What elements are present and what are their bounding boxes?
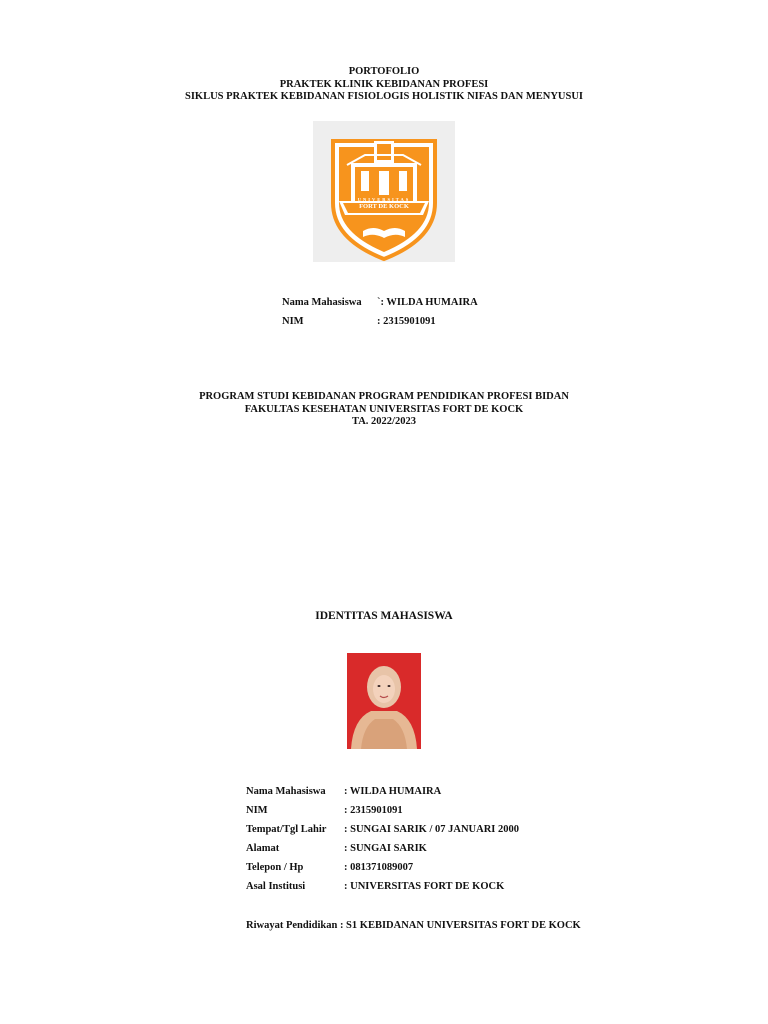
- cover-title: [0, 66, 768, 104]
- cover-name-value: `: WILDA HUMAIRA: [377, 297, 478, 308]
- identity-value: : SUNGAI SARIK / 07 JANUARI 2000: [344, 824, 520, 835]
- identity-label: Telepon / Hp: [246, 862, 304, 873]
- education-row: [246, 920, 581, 931]
- identity-value: : WILDA HUMAIRA: [344, 786, 442, 797]
- identity-label: Tempat/Tgl Lahir: [246, 824, 327, 835]
- identity-label: Asal Institusi: [246, 881, 306, 892]
- university-crest-icon: [313, 121, 455, 262]
- identity-heading: IDENTITAS MAHASISWA: [315, 610, 453, 622]
- cover-nim-value: : 2315901091: [377, 316, 436, 327]
- identity-value: : 2315901091: [344, 805, 403, 816]
- cover-title-line3: SIKLUS PRAKTEK KEBIDANAN FISIOLOGIS HOLISTIK NIFAS DAN MENYUSUI: [184, 91, 583, 102]
- student-photo: [347, 653, 421, 749]
- education-value: : S1 KEBIDANAN UNIVERSITAS FORT DE KOCK: [339, 920, 581, 931]
- university-logo: [313, 121, 455, 262]
- identity-label: NIM: [246, 805, 268, 816]
- student-portrait-icon: [347, 653, 421, 749]
- program-line3: TA. 2022/2023: [352, 416, 416, 427]
- identity-label: Alamat: [246, 843, 280, 854]
- identity-value: : SUNGAI SARIK: [344, 843, 427, 854]
- cover-nim-label: NIM: [282, 316, 304, 327]
- identity-label: Nama Mahasiswa: [246, 786, 326, 797]
- cover-title-line1: PORTOFOLIO: [348, 66, 420, 77]
- cover-title-line2: PRAKTEK KLINIK KEBIDANAN PROFESI: [279, 78, 489, 90]
- logo-text-main: FORT DE KOCK: [359, 203, 409, 210]
- program-block: [0, 391, 768, 429]
- program-line1: PROGRAM STUDI KEBIDANAN PROGRAM PENDIDIKAN PROFESI BIDAN: [199, 391, 569, 402]
- education-label: Riwayat Pendidikan: [246, 920, 338, 931]
- logo-text-small: UNIVERSITAS: [357, 197, 411, 202]
- identity-value: : 081371089007: [344, 862, 414, 873]
- cover-name-label: Nama Mahasiswa: [282, 297, 362, 308]
- program-line2: FAKULTAS KESEHATAN UNIVERSITAS FORT DE KOCK: [244, 403, 524, 415]
- identity-value: : UNIVERSITAS FORT DE KOCK: [344, 881, 505, 892]
